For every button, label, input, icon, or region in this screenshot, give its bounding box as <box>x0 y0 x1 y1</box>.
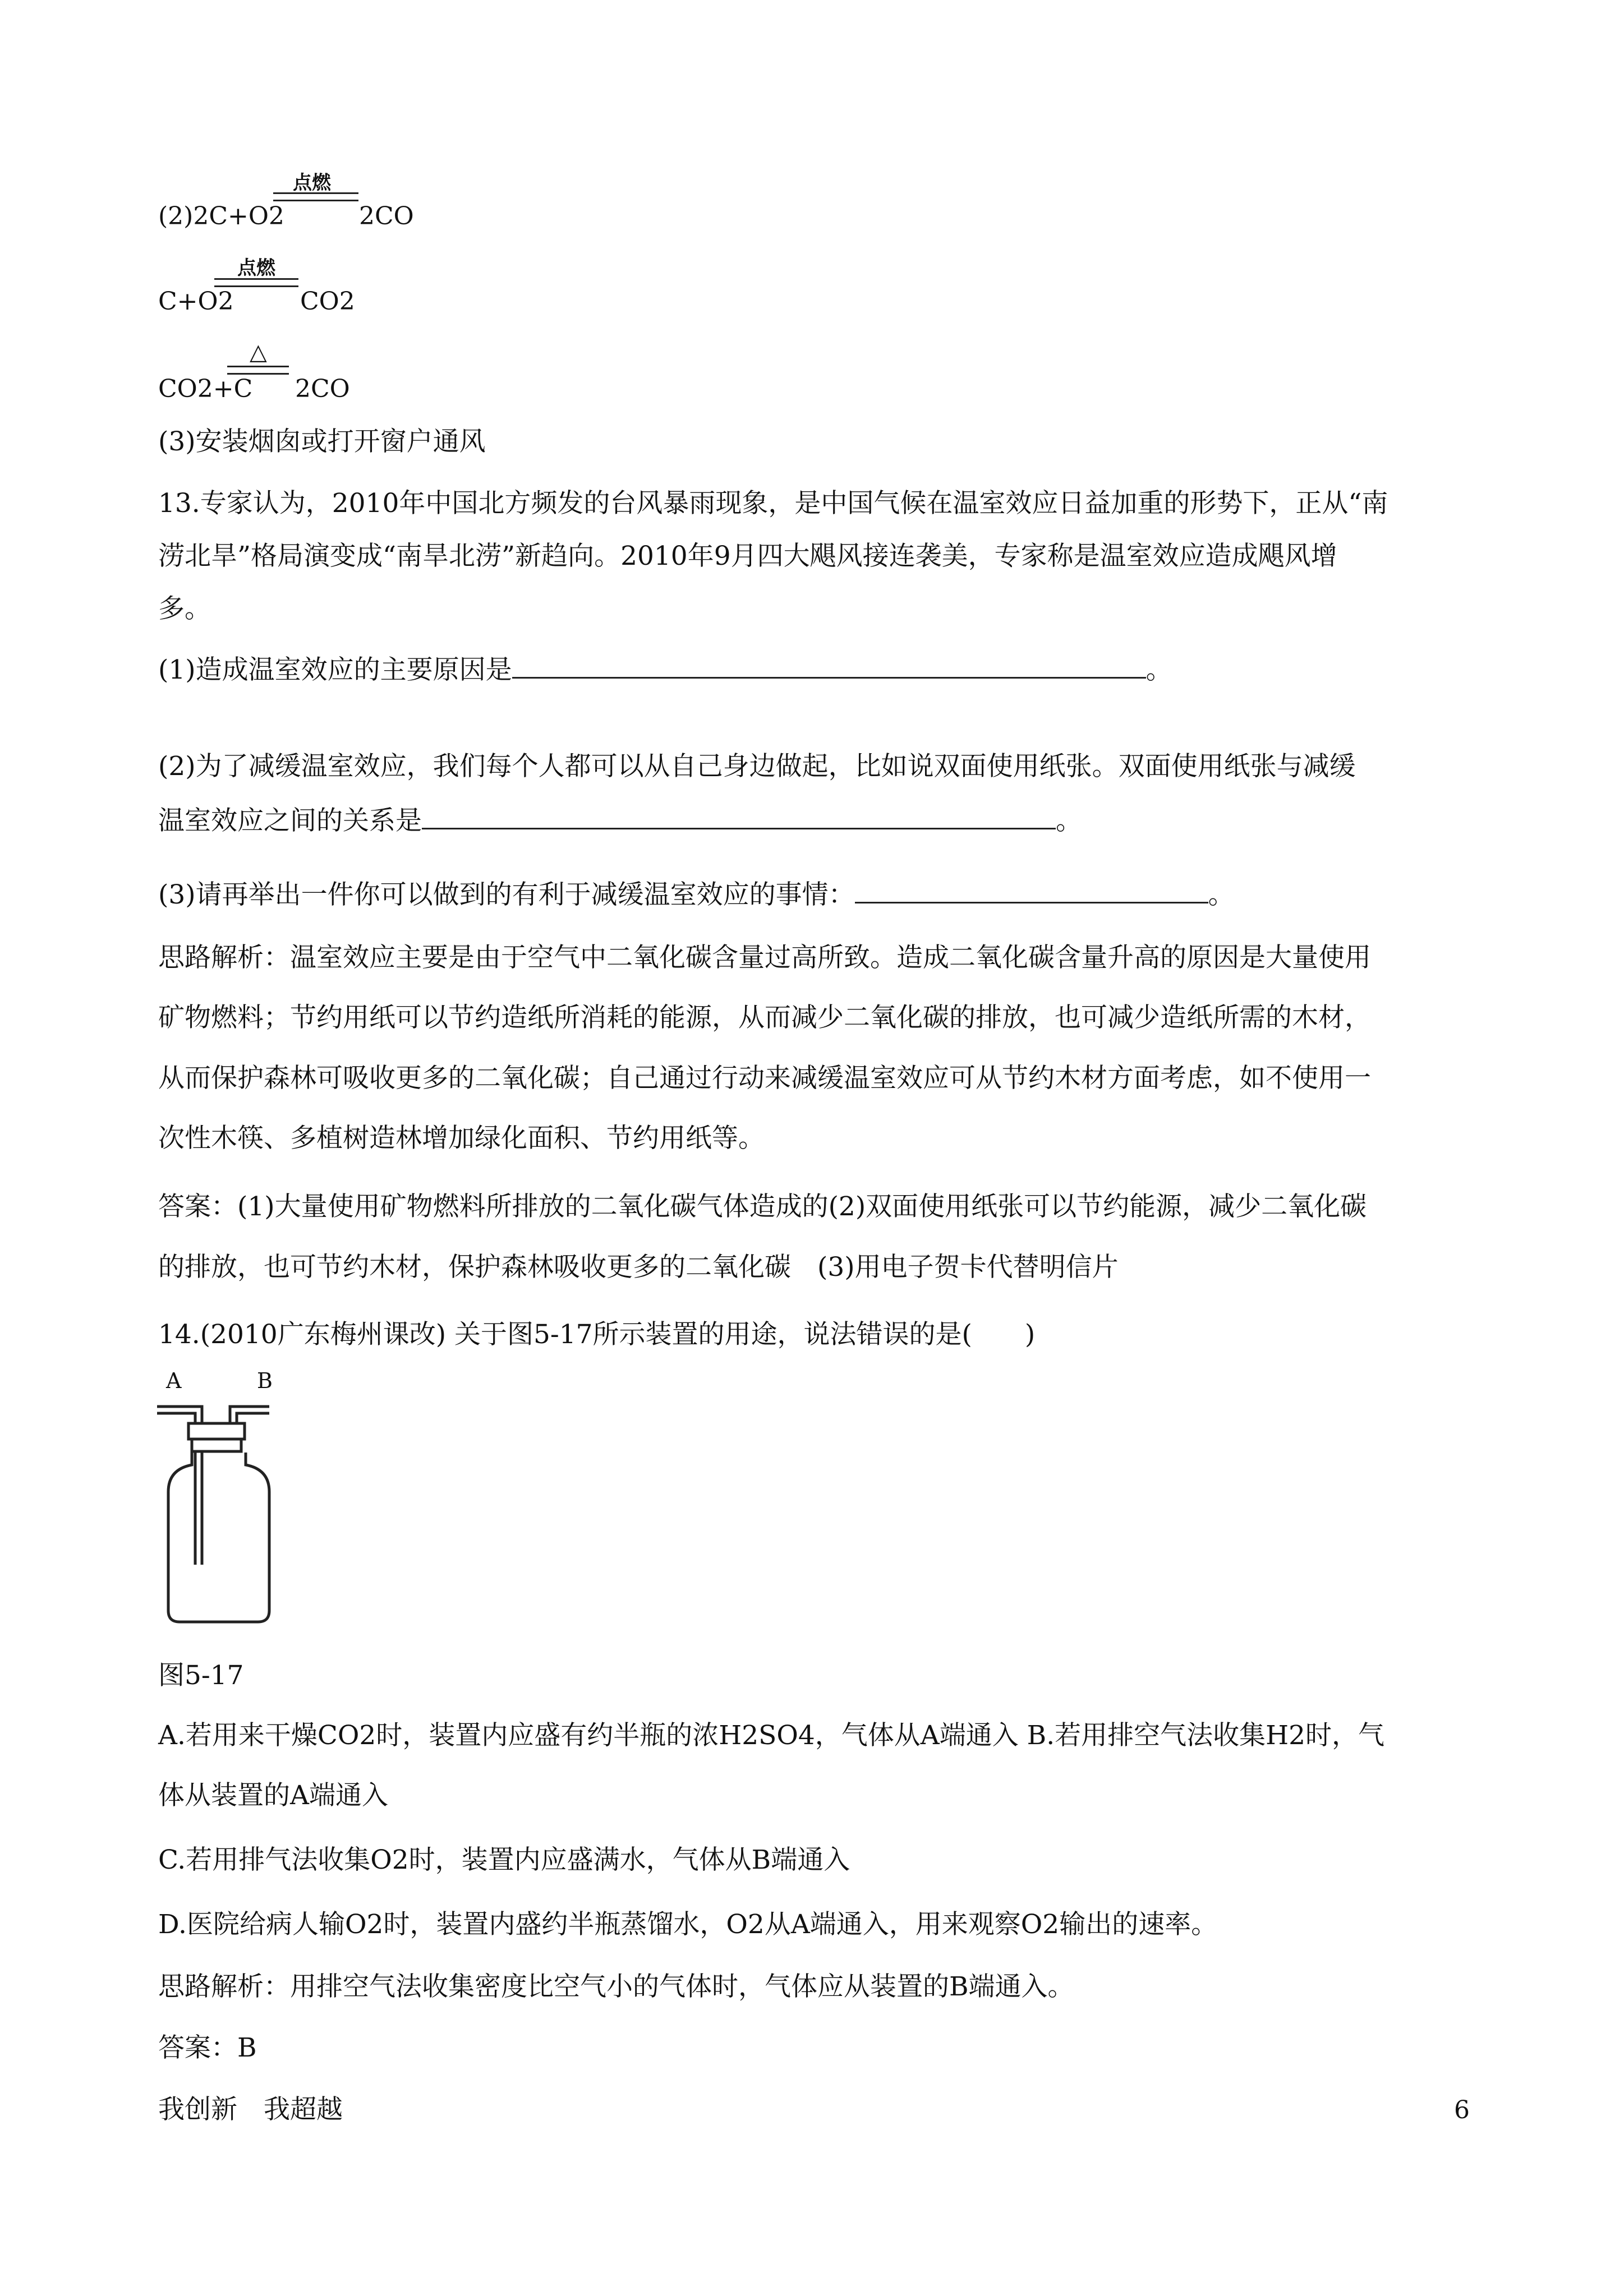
figure-caption: 图5-17 <box>158 1660 244 1691</box>
reaction-condition: △ <box>250 339 267 365</box>
gas-bottle-drawing <box>151 1368 286 1626</box>
page-number: 6 <box>1454 2096 1470 2124</box>
stopper <box>188 1423 245 1439</box>
q13-sub3-end: 。 <box>1208 879 1235 910</box>
section-title: 我创新 我超越 <box>158 2094 343 2125</box>
figure-label-a: A <box>166 1368 182 1393</box>
q14-option-line: A.若用来干燥CO2时，装置内应盛有约半瓶的浓H2SO4，气体从A端通入 B.若用排空气法收集H2时，气 <box>158 1720 1385 1751</box>
equation-left: (2)2C+O2 <box>158 202 284 230</box>
equation-double-bar <box>227 366 289 375</box>
q13-answer-line: 答案：(1)大量使用矿物燃料所排放的二氧化碳气体造成的(2)双面使用纸张可以节约能源，减少二氧化碳 <box>158 1191 1367 1222</box>
bottle-body <box>168 1453 269 1622</box>
q13-analysis-line: 从而保护森林可吸收更多的二氧化碳；自己通过行动来减缓温室效应可从节约木材方面考虑，如不使用一 <box>158 1063 1371 1094</box>
reaction-condition: 点燃 <box>293 172 331 194</box>
equation-right: CO2 <box>300 287 355 316</box>
q13-stem-line: 多。 <box>158 593 211 624</box>
equation-right: 2CO <box>295 375 350 403</box>
q13-sub1-end: 。 <box>1145 654 1172 685</box>
equation-left: CO2+C <box>158 375 253 403</box>
q12-answer-3: (3)安装烟囱或打开窗户通风 <box>158 426 486 457</box>
q13-sub2-end: 。 <box>1056 805 1082 836</box>
figure-label-b: B <box>257 1368 273 1393</box>
equation-double-bar <box>273 192 358 201</box>
equation-double-bar <box>214 278 298 287</box>
q13-analysis-line: 思路解析：温室效应主要是由于空气中二氧化碳含量过高所致。造成二氧化碳含量升高的原因是大量使用 <box>158 942 1371 973</box>
equation-right: 2CO <box>359 202 414 230</box>
q13-sub3 <box>158 877 1235 912</box>
q13-sub2-text: 温室效应之间的关系是 <box>158 805 422 836</box>
q13-stem-line: 涝北旱”格局演变成“南旱北涝”新趋向。2010年9月四大飓风接连袭美，专家称是温室效应造成飓风增 <box>158 541 1337 571</box>
gas-washing-bottle-figure <box>151 1368 286 1626</box>
answer-blank[interactable] <box>422 803 1056 829</box>
q14-option-line: 体从装置的A端通入 <box>158 1780 388 1811</box>
q13-analysis-line: 矿物燃料；节约用纸可以节约造纸所消耗的能源，从而减少二氧化碳的排放，也可减少造纸所需的木材， <box>158 1002 1371 1033</box>
q14-option-c: C.若用排气法收集O2时，装置内应盛满水，气体从B端通入 <box>158 1845 850 1875</box>
q13-sub1 <box>158 652 1172 687</box>
answer-blank[interactable] <box>512 652 1146 679</box>
q14-answer: 答案：B <box>158 2032 257 2063</box>
equation-left: C+O2 <box>158 287 234 316</box>
q13-sub2-line1: (2)为了减缓温室效应，我们每个人都可以从自己身边做起，比如说双面使用纸张。双面使用纸张与减缓 <box>158 751 1356 782</box>
q14-analysis: 思路解析：用排空气法收集密度比空气小的气体时，气体应从装置的B端通入。 <box>158 1971 1074 2002</box>
answer-blank[interactable] <box>855 877 1208 903</box>
q13-analysis-line: 次性木筷、多植树造林增加绿化面积、节约用纸等。 <box>158 1123 765 1154</box>
q13-stem-line: 13.专家认为，2010年中国北方频发的台风暴雨现象，是中国气候在温室效应日益加重的形势下，正从“南 <box>158 488 1388 519</box>
reaction-condition: 点燃 <box>237 257 275 279</box>
q13-answer-line: 的排放，也可节约木材，保护森林吸收更多的二氧化碳 (3)用电子贺卡代替明信片 <box>158 1252 1119 1283</box>
q14-option-d: D.医院给病人输O2时，装置内盛约半瓶蒸馏水，O2从A端通入，用来观察O2输出的速率。 <box>158 1909 1218 1940</box>
q14-stem: 14.(2010广东梅州课改) 关于图5-17所示装置的用途，说法错误的是( ) <box>158 1319 1036 1350</box>
q13-sub2-line2 <box>158 803 1082 838</box>
q13-sub1-text: (1)造成温室效应的主要原因是 <box>158 654 512 685</box>
q13-sub3-text: (3)请再举出一件你可以做到的有利于减缓温室效应的事情： <box>158 879 855 910</box>
